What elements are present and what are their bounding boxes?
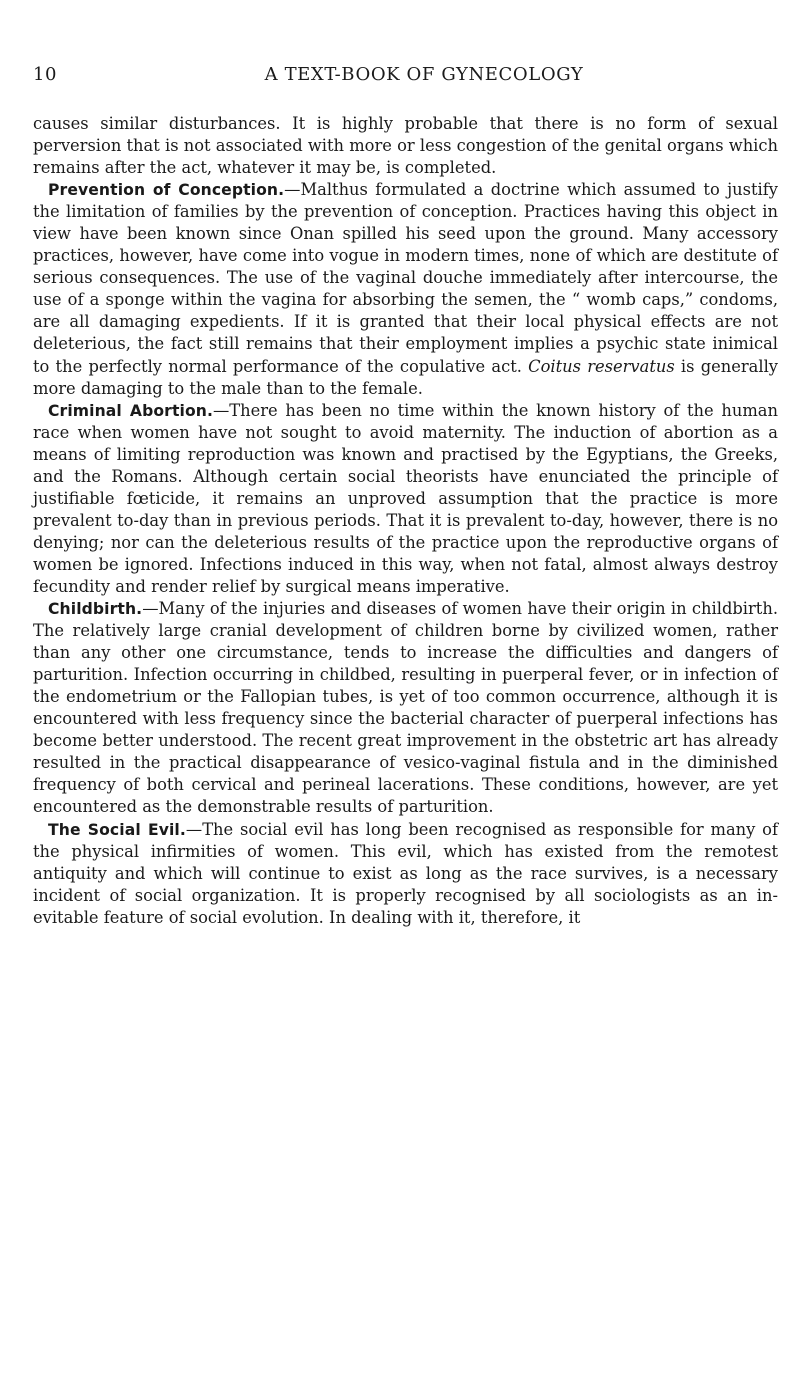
paragraph-text: —There has been no time within the known history of the human race when women have not sought to avoid maternity. The induction of abortion as a means of limiting reproduction was known and practised by the Egyptians, the Greeks, and the Romans. Although certain social theorists have enunciated the principle of justifiable fœticide, it remains an unproved assumption that the practice is more prevalent to-day than in previous periods. That it is prevalent to-day, however, there is no denying; nor can the deleterious results of the practice upon the reproductive organs of women be ignored. Infections induced in this way, when not fatal, almost always destroy fecundity and render relief by surgical means imperative. [33,400,778,596]
section-heading: The Social Evil. [48,820,186,839]
page-number: 10 [33,64,58,85]
italic-term: Coitus reservatus [528,356,675,376]
running-head [33,64,775,90]
section-criminal-abortion [33,400,778,598]
paragraph-text: —The social evil has long been recognised as responsible for many of the physical infirmities of women. This evil, which has existed from the remotest antiquity and which will continue to exist as long as the race survives, is a necessary incident of social organization. It is properly recognised by all sociologists as an inevitable feature of social evolution. In dealing with it, therefore, it [33,819,778,927]
section-heading: Prevention of Conception. [48,181,285,200]
section-the-social-evil [33,819,778,929]
section-heading: Criminal Abortion. [48,401,213,420]
section-heading: Childbirth. [48,600,143,619]
paragraph-text: —Many of the injuries and diseases of women have their origin in childbirth. The relatively large cranial development of children borne by civilized women, rather than any other one circumstance, tends to increase the difficulties and dangers of parturition. Infection occurring in childbed, resulting in puerperal fever, or in infection of the endometrium or the Fallopian tubes, is yet of too common occurrence, although it is encountered with less frequency since the bacterial character of puerperal infections has become better understood. The recent great improvement in the obstetric art has already resulted in the practical disappearance of vesico-vaginal fistula and in the diminished frequency of both cervical and perineal lacerations. These conditions, however, are yet encountered as the demonstrable results of parturition. [33,599,778,817]
running-title: A TEXT-BOOK OF GYNECOLOGY [264,64,584,85]
section-prevention-of-conception [33,179,778,399]
body-text [33,113,778,929]
paragraph-text: is generally more damaging to the male than to the female. [33,356,778,398]
section-childbirth [33,598,778,818]
paragraph-continuation [33,113,778,179]
paragraph-text: causes similar disturbances. It is highly probable that there is no form of sexual perversion that is not associated with more or less congestion of the genital organs which remains after the act, whatever it may be, is completed. [33,114,778,178]
paragraph-text: —Malthus formulated a doctrine which assumed to justify the limitation of families by the prevention of conception. Practices having this object in view have been known since Onan spilled his seed upon the ground. Many accessory practices, however, have come into vogue in modern times, none of which are destitute of serious consequences. The use of the vaginal douche immediately after intercourse, the use of a sponge within the vagina for absorbing the semen, the “ womb caps,” condoms, are all damaging expedients. If it is granted that their local physical effects are not deleterious, the fact still remains that their employment implies a psychic state inimical to the perfectly normal performance of the copulative act. [33,180,778,376]
